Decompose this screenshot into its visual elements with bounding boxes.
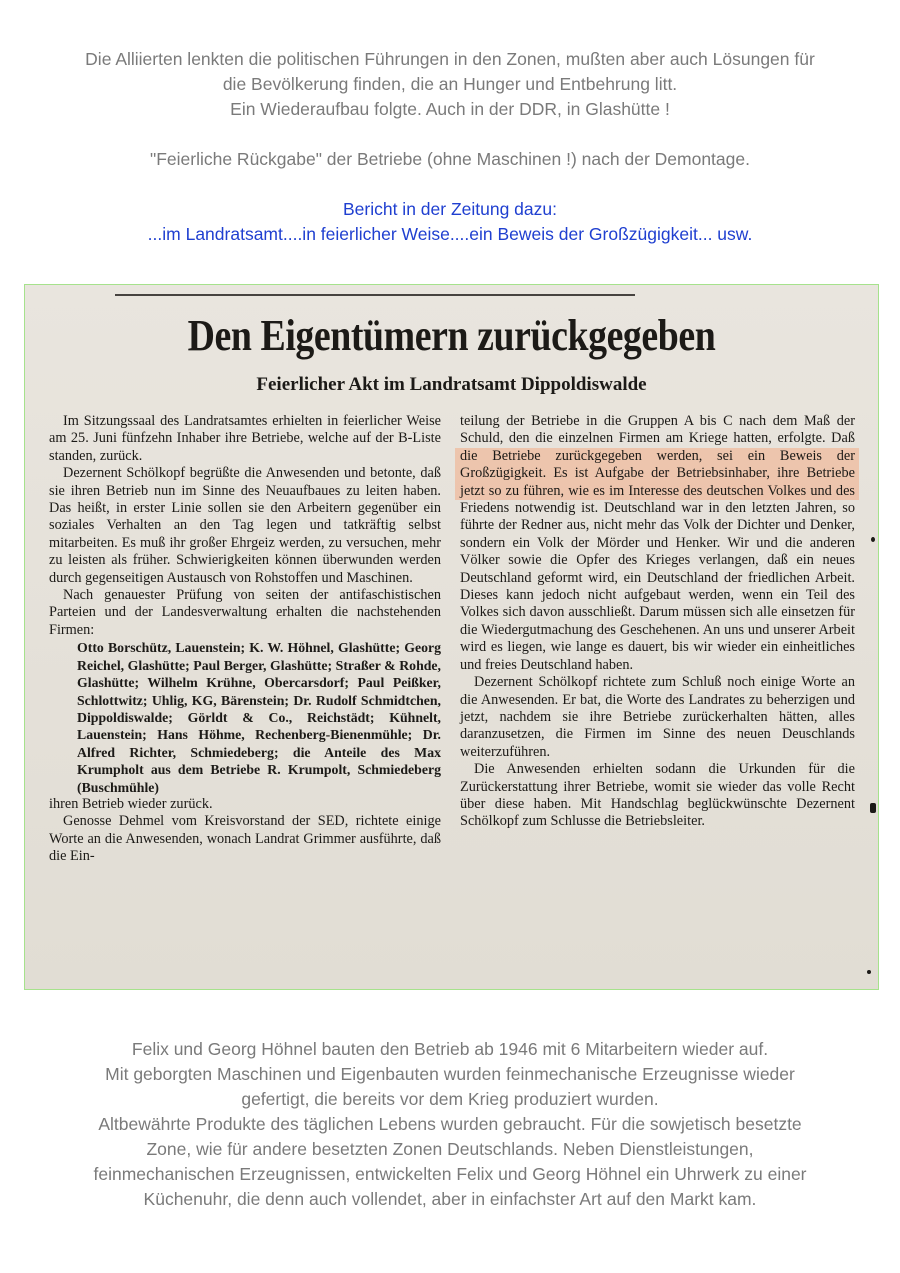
article-paragraph: teilung der Betriebe in die Gruppen A bis C nach dem Maß der Schuld, den die einzelnen Firmen am Kriege hatten, erfolgte. Daß die Betriebe zurückgegeben werden, sei ein Beweis der Großzügigkeit. Es ist Aufgabe der Betriebsinhaber, ihre Betriebe jetzt so zu führen, wie es im Interesse des deutschen Volkes und des Friedens notwendig ist. Deutschland war in den letzten Jahren, so führte der Redner aus, nicht mehr das Volk der Dichter und Denker, sondern ein Volk der Mörder und Henker. Wir und die anderen Völker sowie die Opfer des Krieges verlangen, daß ein neues Deutschland geformt wird, ein Deutschland der friedlichen Arbeit. Dieses kann jedoch nicht aufgebaut werden, wenn ein Teil des Volkes sich davon ausschließt. Darum müssen sich alle einsetzen für die Wiedergutmachung des Geschehenen. An uns und unserer Arbeit wird es liegen, wie lange es dauert, bis wir wieder ein einheitliches und freies Deutschland haben. <box>460 413 855 673</box>
article-paragraph: ihren Betrieb wieder zurück. <box>49 795 213 812</box>
outro-line: Küchenuhr, die denn auch vollendet, aber in einfachster Art auf den Markt kam. <box>143 1189 757 1209</box>
ink-speck <box>870 803 876 813</box>
newspaper-clipping <box>24 284 879 990</box>
intro-line: Die Alliierten lenkten die politischen Führungen in den Zonen, mußten aber auch Lösungen für <box>85 49 815 69</box>
intro-line: "Feierliche Rückgabe" der Betriebe (ohne Maschinen !) nach der Demontage. <box>150 149 750 169</box>
outro-line: feinmechanischen Erzeugnissen, entwickelten Felix und Georg Höhnel ein Uhrwerk zu einer <box>93 1164 807 1184</box>
article-column-left <box>49 413 441 866</box>
ink-speck <box>867 970 871 974</box>
article-paragraph: Die Anwesenden erhielten sodann die Urkunden für die Zurückerstattung ihrer Betriebe, womit sie wieder das volle Recht über diese haben. Mit Handschlag beglückwünschte Dezernent Schölkopf zum Schlusse die Betriebsleiter. <box>460 761 855 830</box>
article-paragraph: Genosse Dehmel vom Kreisvorstand der SED, richtete einige Worte an die Anwesenden, wonach Landrat Grimmer ausführte, daß die Ein- <box>49 813 441 865</box>
article-column-right <box>460 413 855 831</box>
firm-list: Otto Borschütz, Lauenstein; K. W. Höhnel, Glashütte; Georg Reichel, Glashütte; Paul Berger, Glashütte; Straßer & Rohde, Glashütte; Wilhelm Krühne, Obercarsdorf; Paul Peißker, Schlottwitz; Uhlig, KG, Bärenstein; Dr. Rudolf Schmidtchen, Dippoldiswalde; Görldt & Co., Reichstädt; Kühnelt, Lauenstein; Hans Höhme, Rechenberg-Bienenmühle; Dr. Alfred Richter, Schmiedeberg; die Anteile des Max Krumpholt aus dem Betriebe R. Krumpolt, Schmiedeberg (Buschmühle) <box>77 640 441 795</box>
outro-line: Zone, wie für andere besetzten Zonen Deutschlands. Neben Dienstleistungen, <box>146 1139 754 1159</box>
outro-text <box>0 1037 900 1212</box>
report-caption: Bericht in der Zeitung dazu: <box>342 199 557 219</box>
top-rule <box>115 294 635 296</box>
outro-line: Mit geborgten Maschinen und Eigenbauten wurden feinmechanische Erzeugnisse wieder <box>105 1064 795 1084</box>
intro-line: Ein Wiederaufbau folgte. Auch in der DDR, in Glashütte ! <box>230 99 670 119</box>
article-paragraph: Dezernent Schölkopf begrüßte die Anwesenden und betonte, daß sie ihren Betrieb nun im Sinne des Neuaufbaues zu leiten haben. Das heißt, in erster Linie sollen sie den Arbeitern gegenüber ein soziales Verhalten an den Tag legen und tatkräftig selbst mitarbeiten. Es muß ihr großer Ehrgeiz werden, zu versuchen, mehr zu leisten als früher. Schwierigkeiten können überwunden werden durch gegenseitigen Austausch von Rohstoffen und Maschinen. <box>49 465 441 586</box>
article-headline: Den Eigentümern zurückgegeben <box>187 311 716 360</box>
article-paragraph: Nach genauester Prüfung von seiten der antifaschistischen Parteien und der Landesverwaltung erhalten die nachstehenden Firmen: <box>49 587 441 638</box>
article-paragraph: Dezernent Schölkopf richtete zum Schluß noch einige Worte an die Anwesenden. Er bat, die Worte des Landrates zu beherzigen und jetzt, nachdem sie ihre Betriebe zurückerhalten hätten, alles daranzusetzen, die Firmen im Sinne des neuen Deuschlands weiterzuführen. <box>460 674 855 760</box>
outro-line: Altbewährte Produkte des täglichen Lebens wurden gebraucht. Für die sowjetisch besetzte <box>98 1114 802 1134</box>
ink-speck <box>871 537 875 542</box>
article-paragraph: Im Sitzungssaal des Landratsamtes erhielten in feierlicher Weise am 25. Juni fünfzehn Inhaber ihre Betriebe, welche auf der B-Liste standen, zurück. <box>49 413 441 464</box>
newspaper-paper <box>25 285 878 989</box>
report-quote: ...im Landratsamt....in feierlicher Weise....ein Beweis der Großzügigkeit... usw. <box>147 224 753 244</box>
outro-line: Felix und Georg Höhnel bauten den Betrieb ab 1946 mit 6 Mitarbeitern wieder auf. <box>131 1039 769 1059</box>
article-subhead: Feierlicher Akt im Landratsamt Dippoldiswalde <box>256 374 647 395</box>
outro-line: gefertigt, die bereits vor dem Krieg produziert wurden. <box>241 1089 659 1109</box>
intro-text <box>0 47 900 247</box>
intro-line: die Bevölkerung finden, die an Hunger und Entbehrung litt. <box>222 74 678 94</box>
